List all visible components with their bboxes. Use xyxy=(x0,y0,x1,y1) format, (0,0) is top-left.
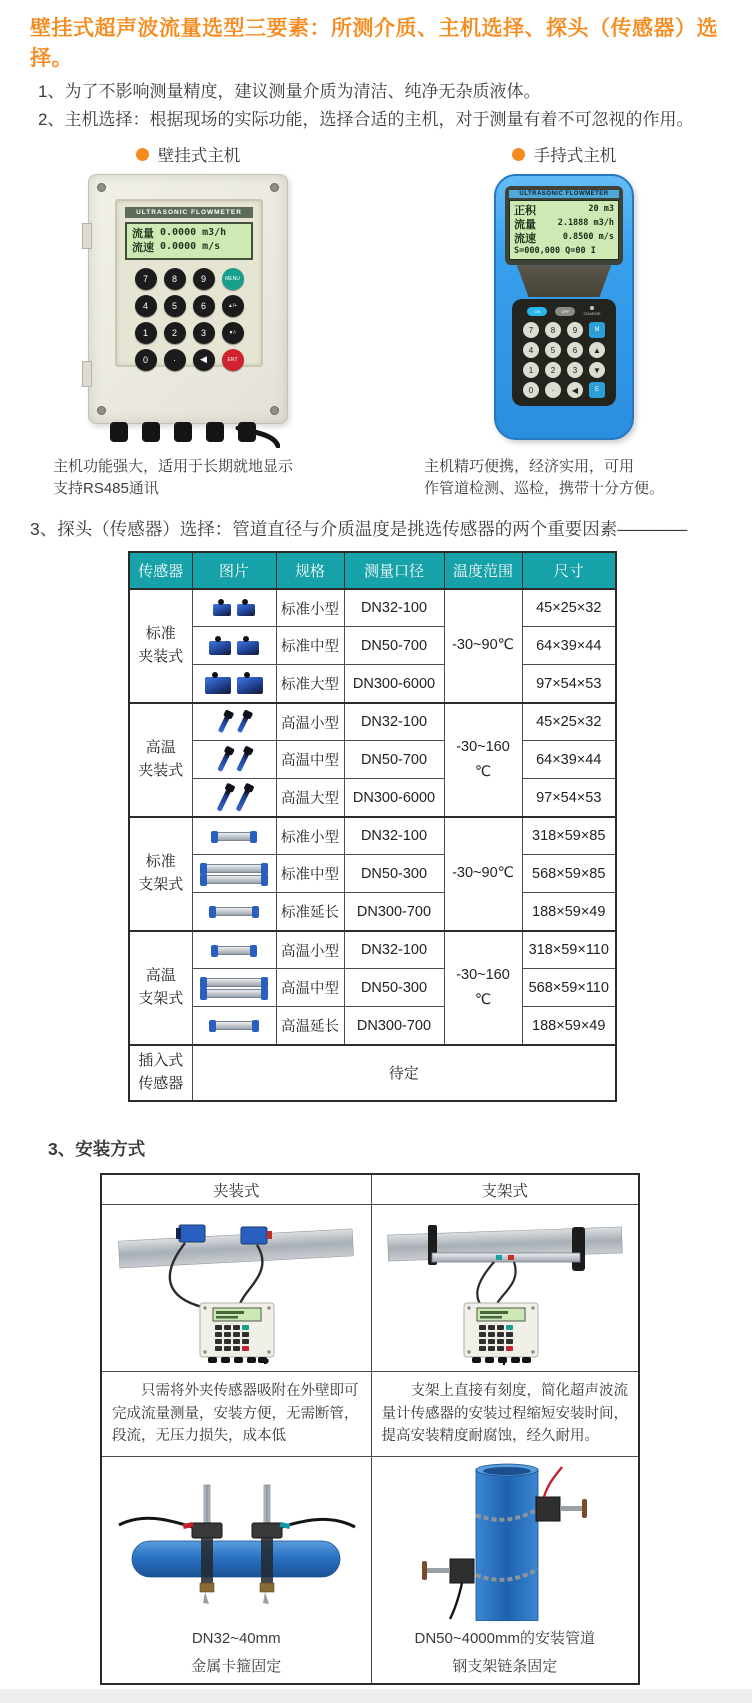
intro-text xyxy=(0,80,752,132)
keypad-key: 7 xyxy=(523,322,539,338)
intro-point-2: 2、主机选择：根据现场的实际功能，选择合适的主机，对于测量有着不可忽视的作用。 xyxy=(38,109,694,129)
host-comparison-row xyxy=(0,142,752,500)
hightemp-sensor-icon xyxy=(236,749,251,772)
table-row: 高温大型 DN300-6000 97×54×53 xyxy=(129,779,616,817)
down-key: ▼ xyxy=(589,362,605,378)
clamp-sensor-icon xyxy=(205,677,231,694)
sensor-photo-cell xyxy=(192,627,276,665)
cable-gland-icon xyxy=(110,422,128,442)
back-key: ◀ xyxy=(567,382,583,398)
clamp-install-illustration xyxy=(107,1207,365,1365)
screw-icon xyxy=(97,406,106,415)
install-fixing-row xyxy=(101,1456,639,1684)
keypad-key: 3 xyxy=(193,322,215,344)
col-spec: 规格 xyxy=(276,552,344,589)
handheld-host-label xyxy=(512,142,617,166)
col-picture: 图片 xyxy=(192,552,276,589)
bracket-install-photo xyxy=(371,1205,639,1372)
screw-icon xyxy=(270,183,279,192)
spec-header-row xyxy=(129,552,616,589)
menu-key: M xyxy=(589,322,605,338)
screw-icon xyxy=(97,183,106,192)
lcd-line: 流量 0.0000 m3/h xyxy=(132,227,227,241)
sensor-photo-cell xyxy=(192,817,276,855)
install-image-row xyxy=(101,1205,639,1372)
table-row: 高温中型 DN50-700 64×39×44 xyxy=(129,741,616,779)
up-key: ▲ xyxy=(589,342,605,358)
wall-host-photo xyxy=(82,174,294,446)
keypad-key: 0 xyxy=(523,382,539,398)
sensor-selection-heading: 3、探头（传感器）选择：管道直径与介质温度是挑选传感器的两个重要因素———— xyxy=(30,518,688,539)
keypad-key: 1 xyxy=(135,322,157,344)
hightemp-sensor-icon xyxy=(236,786,252,812)
clamp-sensor-icon xyxy=(209,641,231,655)
group-name-cell: 标准 夹装式 xyxy=(129,589,192,703)
bracket-sensor-icon xyxy=(202,875,266,884)
handheld-lcd xyxy=(509,200,619,260)
sensor-spec-table xyxy=(128,551,617,1102)
sensor-photo-cell xyxy=(192,855,276,893)
table-row: 标准中型 DN50-300 568×59×85 xyxy=(129,855,616,893)
handheld-screen-bezel xyxy=(505,186,623,265)
intro-point-1: 1、为了不影响测量精度，建议测量介质为清洁、纯净无杂质液体。 xyxy=(38,82,541,101)
temp-range-cell: -30~90℃ xyxy=(444,817,522,931)
sensor-photo-cell xyxy=(192,741,276,779)
handheld-keypad xyxy=(518,322,610,398)
table-row: 高温 支架式 高温小型 DN32-100 -30~160 ℃ 318×59×110 xyxy=(129,931,616,969)
lcd-line: 正积 20 m3 xyxy=(514,204,614,218)
install-header-row xyxy=(101,1174,639,1205)
sensor-photo-cell xyxy=(192,703,276,741)
keypad-key: · xyxy=(164,349,186,371)
wall-host-label-text: 壁挂式主机 xyxy=(157,147,241,166)
upper-sensor xyxy=(536,1467,587,1521)
bracket-sensor-icon xyxy=(202,989,266,998)
bracket-install-header: 支架式 xyxy=(371,1174,639,1205)
col-temp: 温度范围 xyxy=(444,552,522,589)
mount-tab-icon xyxy=(82,361,92,387)
keypad-key: 5 xyxy=(545,342,561,358)
keypad-key: 0 xyxy=(135,349,157,371)
on-button: ON xyxy=(527,307,547,316)
keypad-key: 2 xyxy=(545,362,561,378)
device-brand-text: ULTRASONIC FLOWMETER xyxy=(509,190,619,198)
hightemp-sensor-icon xyxy=(217,749,232,772)
page-title: 壁挂式超声波流量选型三要素：所测介质、主机选择、探头（传感器）选择。 xyxy=(30,17,718,70)
enter-key: ENT xyxy=(222,349,244,371)
keypad-key: 9 xyxy=(567,322,583,338)
off-button: OFF xyxy=(555,307,575,316)
table-row: 标准中型 DN50-700 64×39×44 xyxy=(129,627,616,665)
chain-fixing-caption: DN50~4000mm的安装管道 钢支架链条固定 xyxy=(414,1629,595,1676)
cable-gland-icon xyxy=(206,422,224,442)
keypad-key: 2 xyxy=(164,322,186,344)
lcd-line: 流量 2.1888 m3/h xyxy=(514,218,614,232)
power-cable-icon xyxy=(234,426,280,448)
wall-host-lcd xyxy=(125,222,253,260)
bracket-sensor-icon xyxy=(211,1021,257,1030)
cable-gland-icon xyxy=(142,422,160,442)
keypad-key: 6 xyxy=(193,295,215,317)
group-name-cell: 高温 夹装式 xyxy=(129,703,192,817)
chain-fixing-photo xyxy=(371,1456,639,1684)
hightemp-sensor-icon xyxy=(237,713,250,733)
table-row: 高温中型 DN50-300 568×59×110 xyxy=(129,969,616,1007)
bracket-sensor-icon xyxy=(211,907,257,916)
clamp-fixing-caption: DN32~40mm 金属卡箍固定 xyxy=(191,1629,282,1676)
lcd-line: 流速 0.0000 m/s xyxy=(132,241,221,255)
wall-host-label xyxy=(136,142,241,166)
wall-host-enclosure xyxy=(88,174,288,424)
bottom-gray-strip xyxy=(0,1689,752,1703)
bracket-sensor-icon xyxy=(213,832,255,841)
enter-key: E xyxy=(589,382,605,398)
clamp-sensor-icon xyxy=(213,604,231,616)
group-name-cell: 插入式 传感器 xyxy=(129,1045,192,1101)
handheld-host-figure xyxy=(376,142,752,500)
up-key: ▲/+ xyxy=(222,295,244,317)
lcd-line: S=000,000 Q=00 I xyxy=(514,245,596,256)
keypad-key: ◀ xyxy=(193,349,215,371)
handheld-grip xyxy=(505,265,623,297)
col-sensor: 传感器 xyxy=(129,552,192,589)
table-row: 标准延长 DN300-700 188×59×49 xyxy=(129,893,616,931)
temp-range-cell: -30~160 ℃ xyxy=(444,931,522,1045)
handheld-host-caption: 主机精巧便携，经济实用，可用 作管道检测、巡检，携带十分方便。 xyxy=(424,458,665,498)
device-brand-text: ULTRASONIC FLOWMETER xyxy=(125,207,253,218)
keypad-key: 1 xyxy=(523,362,539,378)
menu-key: MENU xyxy=(222,268,244,290)
sensor-photo-cell xyxy=(192,779,276,817)
temp-range-cell: -30~160 ℃ xyxy=(444,703,522,817)
table-row: 标准大型 DN300-6000 97×54×53 xyxy=(129,665,616,703)
lcd-line: 流速 0.8500 m/s xyxy=(514,231,614,245)
keypad-key: 3 xyxy=(567,362,583,378)
wall-host-keypad xyxy=(117,268,261,371)
sensor-photo-cell xyxy=(192,969,276,1007)
keypad-key: 7 xyxy=(135,268,157,290)
clamp-install-photo xyxy=(101,1205,371,1372)
hightemp-sensor-icon xyxy=(217,786,233,812)
bracket-install-description: 支架上直接有刻度，简化超声波流量计传感器的安装过程缩短安装时间，提高安装精度耐腐蚀，经久耐用。 xyxy=(371,1372,639,1456)
cable-gland-icon xyxy=(174,422,192,442)
table-row: 标准 支架式 标准小型 DN32-100 -30~90℃ 318×59×85 xyxy=(129,817,616,855)
clamp-sensor-icon xyxy=(237,604,255,616)
group-name-cell: 高温 支架式 xyxy=(129,931,192,1045)
wall-host-caption: 主机功能强大，适用于长期就地显示 支持RS485通讯 xyxy=(53,458,294,498)
mount-tab-icon xyxy=(82,223,92,249)
group-name-cell: 标准 支架式 xyxy=(129,817,192,931)
insert-tbd-cell: 待定 xyxy=(192,1045,616,1101)
keypad-key: · xyxy=(545,382,561,398)
sensor-photo-cell xyxy=(192,665,276,703)
lower-sensor xyxy=(422,1559,474,1619)
bracket-sensor-icon xyxy=(202,978,266,987)
wall-mounted-host-figure xyxy=(0,142,376,500)
metal-clamp-fixing-photo xyxy=(101,1456,371,1684)
keypad-key: 8 xyxy=(164,268,186,290)
sensor-photo-cell xyxy=(192,589,276,627)
power-controls xyxy=(518,306,610,316)
keypad-key: 5 xyxy=(164,295,186,317)
down-key: ▼/- xyxy=(222,322,244,344)
orange-bullet-icon xyxy=(512,148,525,161)
charge-led-icon xyxy=(590,306,594,310)
installation-table xyxy=(100,1173,640,1685)
charge-indicator: CHARGE xyxy=(583,306,600,316)
sensor-photo-cell xyxy=(192,893,276,931)
install-description-row xyxy=(101,1372,639,1456)
sensor-photo-cell xyxy=(192,1007,276,1045)
table-row: 高温 夹装式 高温小型 DN32-100 -30~160 ℃ 45×25×32 xyxy=(129,703,616,741)
wall-host-front-panel xyxy=(115,199,263,367)
sensor-photo-cell xyxy=(192,931,276,969)
clamp-sensor-icon xyxy=(237,641,259,655)
table-row xyxy=(129,1045,616,1101)
clamp-install-header: 夹装式 xyxy=(101,1174,371,1205)
hightemp-sensor-icon xyxy=(218,713,231,733)
bracket-sensor-icon xyxy=(213,946,255,955)
table-row: 标准 夹装式 标准小型 DN32-100 -30~90℃ 45×25×32 xyxy=(129,589,616,627)
handheld-keypad-panel xyxy=(512,299,616,406)
temp-range-cell: -30~90℃ xyxy=(444,589,522,703)
keypad-key: 9 xyxy=(193,268,215,290)
col-size: 尺寸 xyxy=(522,552,616,589)
chain-fixing-illustration xyxy=(376,1463,634,1621)
install-section-heading: 3、安装方式 xyxy=(48,1138,146,1159)
handheld-host-photo xyxy=(489,174,639,446)
metal-clamp-fixing-illustration xyxy=(107,1463,365,1621)
orange-bullet-icon xyxy=(136,148,149,161)
table-row: 高温延长 DN300-700 188×59×49 xyxy=(129,1007,616,1045)
clamp-sensor-icon xyxy=(237,677,263,694)
keypad-key: 6 xyxy=(567,342,583,358)
handheld-host-label-text: 手持式主机 xyxy=(533,147,617,166)
handheld-enclosure xyxy=(494,174,634,440)
clamp-install-description: 只需将外夹传感器吸附在外壁即可完成流量测量，安装方便，无需断管，段流，无压力损失，成本低 xyxy=(101,1372,371,1456)
keypad-key: 4 xyxy=(135,295,157,317)
keypad-key: 8 xyxy=(545,322,561,338)
keypad-key: 4 xyxy=(523,342,539,358)
col-bore: 测量口径 xyxy=(344,552,444,589)
bracket-sensor-icon xyxy=(202,864,266,873)
screw-icon xyxy=(270,406,279,415)
bracket-install-illustration xyxy=(376,1207,634,1365)
